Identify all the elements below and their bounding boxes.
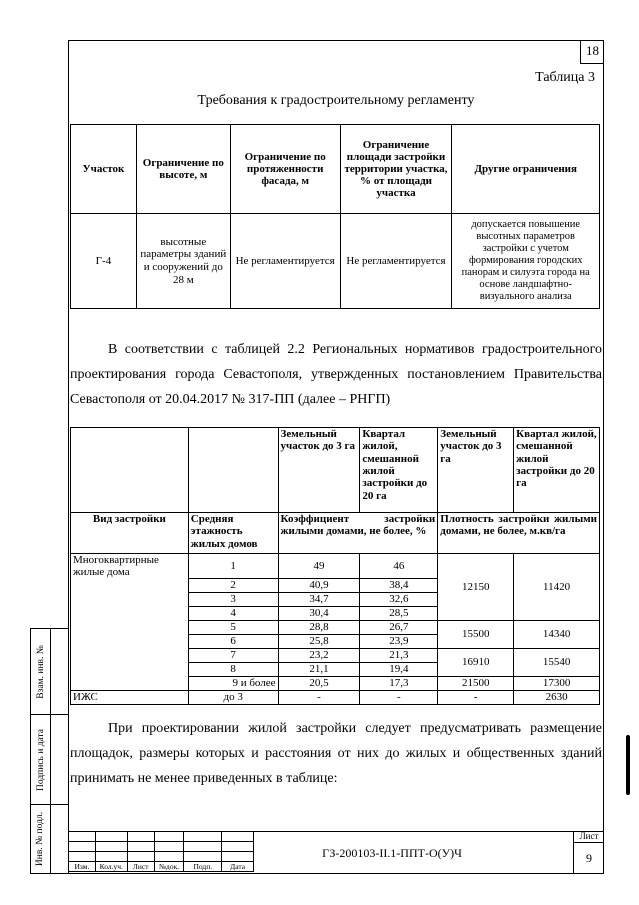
sheet-number: 9 xyxy=(586,851,592,865)
table-caption: Таблица 3 xyxy=(535,70,595,85)
paragraph-playgrounds xyxy=(70,716,602,791)
coef-land-cell: 34,7 xyxy=(278,593,360,607)
header-height-limit: Ограничение по высоте, м xyxy=(136,125,230,214)
stamp-col-doc: №док. xyxy=(154,862,184,872)
floors-cell: 9 и более xyxy=(188,677,278,691)
side-label-inv: Инв. № подл. xyxy=(35,811,46,867)
table-title: Требования к градостроительному регламенту xyxy=(197,93,475,108)
type-izhs: ИЖС xyxy=(71,691,189,705)
document-code: ГЗ-200103-II.1-ППТ-О(У)Ч xyxy=(322,846,462,860)
density-table xyxy=(70,427,600,705)
head-floors: Средняя этажность жилых домов xyxy=(188,513,278,554)
page-number: 18 xyxy=(580,40,604,64)
cell-plot: Г-4 xyxy=(71,214,137,309)
sheet-box xyxy=(573,831,604,874)
paragraph-text: В соответствии с таблицей 2.2 Региональных нормативов градостроительного проектирования города Севастополя, утвержденных постановлением Правительства Севастополя от 20.04.2017 № 317-ПП (далее – РНГП) xyxy=(70,342,602,407)
coef-quarter-cell: 21,3 xyxy=(360,649,438,663)
header-other-limits: Другие ограничения xyxy=(452,125,600,214)
floors-cell: 8 xyxy=(188,663,278,677)
paragraph-text: При проектировании жилой застройки следует предусматривать размещение площадок, размеры которых и расстояния от них до жилых и общественных зданий принимать не менее приведенных в таблице: xyxy=(70,721,602,786)
side-box-podpis xyxy=(30,714,68,804)
head-building-type: Вид застройки xyxy=(71,513,189,554)
side-box-inv xyxy=(30,804,68,874)
coef-quarter-cell: 23,9 xyxy=(360,635,438,649)
regulation-table xyxy=(70,124,600,309)
head-land-plot-2: Земельный участок до 3 га xyxy=(438,428,514,513)
density-quarter-cell: 17300 xyxy=(514,677,600,691)
coef-land-cell: 30,4 xyxy=(278,607,360,621)
density-quarter-cell: 14340 xyxy=(514,621,600,649)
head-density: Плотность застройки жилыми домами, не более, м.кв/га xyxy=(438,513,600,554)
density-land-cell: 12150 xyxy=(438,554,514,621)
cell-facade: Не регламентируется xyxy=(230,214,340,309)
stamp-col-izm: Изм. xyxy=(69,862,96,872)
coef-quarter-cell: 38,4 xyxy=(360,579,438,593)
coef-land-cell: 20,5 xyxy=(278,677,360,691)
stamp-col-list: Лист xyxy=(127,862,154,872)
floors-cell: до 3 xyxy=(188,691,278,705)
density-quarter-cell: 11420 xyxy=(514,554,600,621)
floors-cell: 3 xyxy=(188,593,278,607)
head-quarter-2: Квартал жилой, смешанной жилой застройки до 20 га xyxy=(514,428,600,513)
density-quarter-cell: 2630 xyxy=(514,691,600,705)
table-header-row xyxy=(71,125,600,214)
density-land-cell: 15500 xyxy=(438,621,514,649)
coef-land-cell: 23,2 xyxy=(278,649,360,663)
header-facade-limit: Ограничение по протяженности фасада, м xyxy=(230,125,340,214)
floors-cell: 5 xyxy=(188,621,278,635)
coef-quarter-cell: - xyxy=(360,691,438,705)
cell-area: Не регламентируется xyxy=(340,214,452,309)
coef-quarter-cell: 28,5 xyxy=(360,607,438,621)
header-plot: Участок xyxy=(71,125,137,214)
table-row xyxy=(71,554,600,579)
stamp-col-data: Дата xyxy=(222,862,254,872)
density-land-cell: 21500 xyxy=(438,677,514,691)
cell-height: высотные параметры зданий и сооружений до 28 м xyxy=(136,214,230,309)
coef-quarter-cell: 26,7 xyxy=(360,621,438,635)
stamp-col-podp: Подп. xyxy=(184,862,222,872)
coef-land-cell: - xyxy=(278,691,360,705)
floors-cell: 1 xyxy=(188,554,278,579)
coef-quarter-cell: 46 xyxy=(360,554,438,579)
density-land-cell: 16910 xyxy=(438,649,514,677)
sheet-label: Лист xyxy=(574,831,604,843)
density-head-row-2 xyxy=(71,513,600,554)
side-box-vzam xyxy=(30,628,68,714)
head-coefficient: Коэффициент застройки жилыми домами, не более, % xyxy=(278,513,438,554)
scan-edge-mark xyxy=(626,735,630,795)
paragraph-rngp xyxy=(70,337,602,412)
density-land-cell: - xyxy=(438,691,514,705)
side-label-podpis: Подпись и дата xyxy=(35,728,46,791)
table-row xyxy=(71,214,600,309)
coef-land-cell: 28,8 xyxy=(278,621,360,635)
stamp-col-kol: Кол.уч. xyxy=(95,862,127,872)
coef-quarter-cell: 19,4 xyxy=(360,663,438,677)
side-label-vzam: Взам. инв. № xyxy=(35,644,46,699)
table-row xyxy=(71,691,600,705)
coef-land-cell: 21,1 xyxy=(278,663,360,677)
floors-cell: 7 xyxy=(188,649,278,663)
head-quarter-1: Квартал жилой, смешанной жилой застройки до 20 га xyxy=(360,428,438,513)
coef-quarter-cell: 32,6 xyxy=(360,593,438,607)
coef-land-cell: 49 xyxy=(278,554,360,579)
coef-land-cell: 40,9 xyxy=(278,579,360,593)
header-area-limit: Ограничение площади застройки территории участка, % от площади участка xyxy=(340,125,452,214)
floors-cell: 2 xyxy=(188,579,278,593)
density-head-row-1 xyxy=(71,428,600,513)
cell-other: допускается повышение высотных параметров застройки с учетом формирования городских панорам и силуэта города на основе ландшафтно-визуального анализа xyxy=(452,214,600,309)
type-multi: Многоквартирные жилые дома xyxy=(71,554,189,691)
coef-quarter-cell: 17,3 xyxy=(360,677,438,691)
coef-land-cell: 25,8 xyxy=(278,635,360,649)
head-land-plot-1: Земельный участок до 3 га xyxy=(278,428,360,513)
floors-cell: 6 xyxy=(188,635,278,649)
density-quarter-cell: 15540 xyxy=(514,649,600,677)
floors-cell: 4 xyxy=(188,607,278,621)
